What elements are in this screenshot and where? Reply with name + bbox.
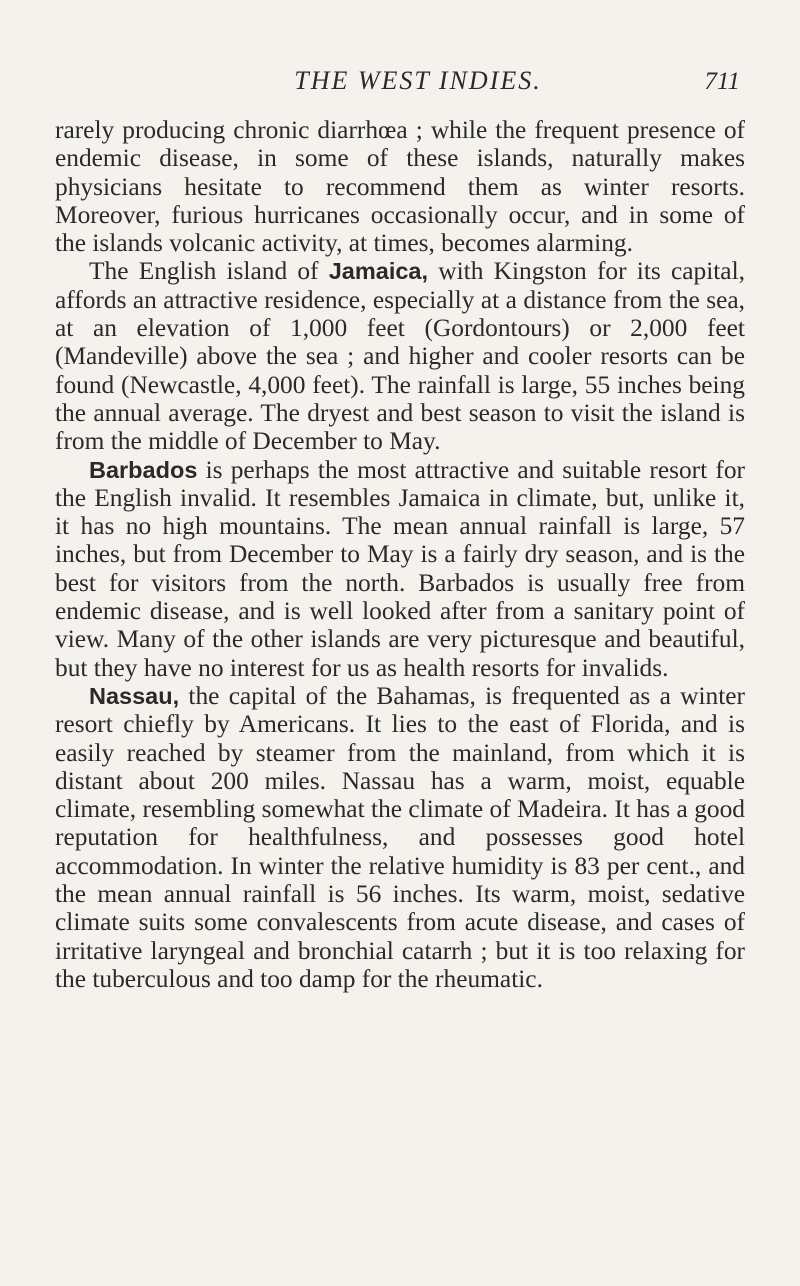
paragraph-continuation: [55, 116, 745, 257]
paragraph-jamaica: [55, 257, 745, 455]
island-name-jamaica: Jamaica,: [328, 258, 429, 285]
page-number: 711: [704, 68, 740, 95]
paragraph-text: with Kingston for its capital, affords an attractive residence, especially at a distance from the sea, at an elevation of 1,000 feet (Gordontours) or 2,000 feet (Mandeville) above the sea ; and higher and cooler resorts can be found (Newcastle, 4,000 feet). The rainfall is large, 55 inches being the annual average. The dryest and best season to visit the island is from the middle of December to May.: [55, 257, 745, 456]
running-title: THE WEST INDIES.: [294, 66, 542, 95]
island-name-nassau: Nassau,: [89, 682, 180, 709]
paragraph-barbados: [55, 456, 745, 682]
page-header: [0, 62, 800, 102]
body-text: [55, 116, 745, 993]
paragraph-intro: The English island of: [89, 257, 329, 286]
paragraph-text: the capital of the Bahamas, is frequented as a winter resort chiefly by Americans. It lies to the east of Florida, and is easily reached by steamer from the mainland, from which it is distant about 200 miles. Nassau has a warm, moist, equable climate, resembling somewhat the climate of Madeira. It has a good reputation for healthfulness, and possesses good hotel accommodation. In winter the relative humidity is 83 per cent., and the mean annual rainfall is 56 inches. Its warm, moist, sedative climate suits some convalescents from acute disease, and cases of irritative laryngeal and bronchial catarrh ; but it is too relaxing for the tuberculous and too damp for the rheumatic.: [55, 681, 745, 993]
paragraph-nassau: [55, 682, 745, 993]
paragraph-text: is perhaps the most attractive and suitable resort for the English invalid. It resembles Jamaica in climate, but, unlike it, it has no high mountains. The mean annual rainfall is large, 57 inches, but from December to May is a fairly dry season, and is the best for visitors from the north. Barbados is usually free from endemic disease, and is well looked after from a sanitary point of view. Many of the other islands are very picturesque and beautiful, but they have no interest for us as health resorts for invalids.: [55, 455, 745, 682]
island-name-barbados: Barbados: [89, 456, 198, 483]
paragraph-text: rarely producing chronic diarrhœa ; while the frequent presence of endemic disease, in some of these islands, naturally makes physicians hesitate to recommend them as winter resorts. Moreover, furious hurricanes occasionally occur, and in some of the islands volcanic activity, at times, becomes alarming.: [55, 116, 745, 258]
